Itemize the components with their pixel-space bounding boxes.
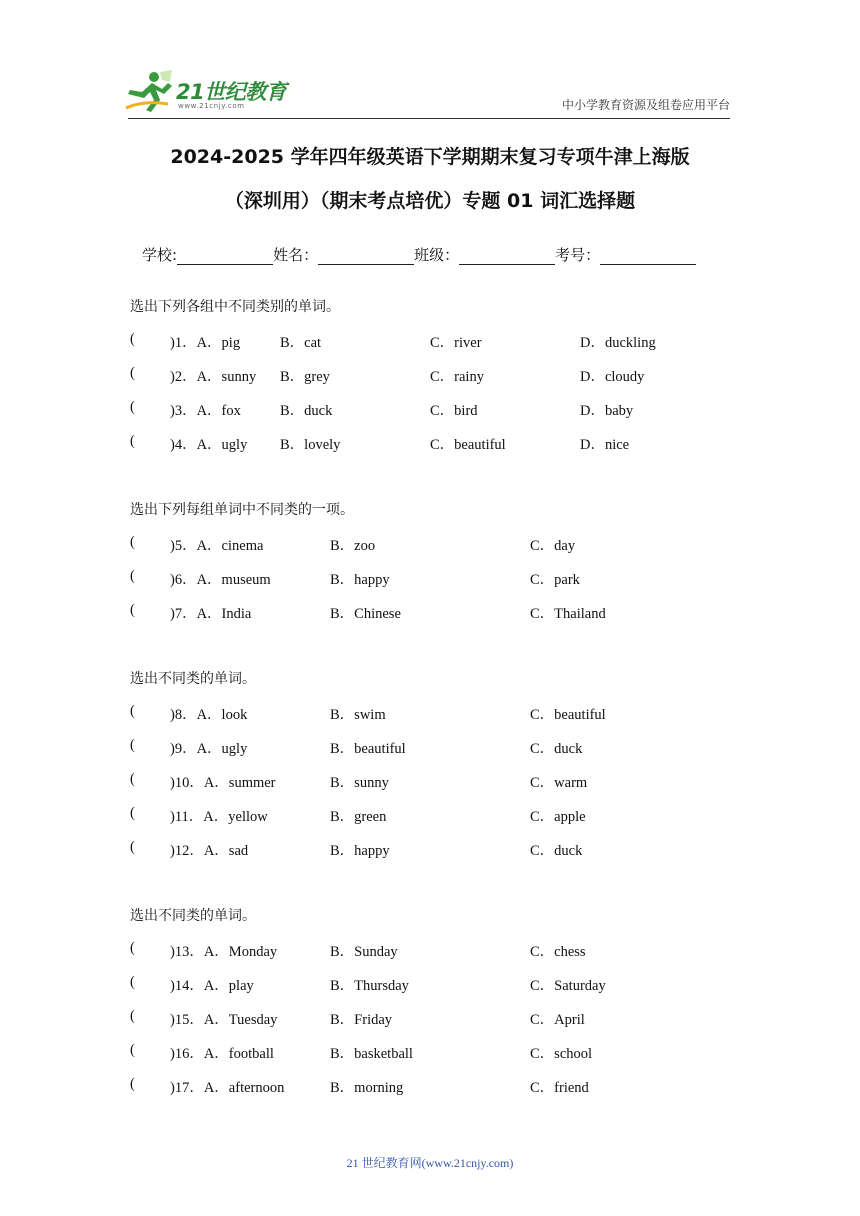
question-row	[130, 703, 730, 723]
question-row	[130, 771, 730, 791]
answer-paren[interactable]: (	[130, 1042, 135, 1058]
section-4-instruction: 选出不同类的单词。	[130, 908, 256, 924]
school-blank[interactable]	[177, 248, 273, 265]
option-d: D．baby	[580, 403, 634, 419]
answer-paren[interactable]: (	[130, 771, 135, 787]
option-c: C．Saturday	[530, 978, 606, 994]
question-number-option-a: )12．A．sad	[170, 843, 249, 859]
option-c: C．river	[430, 335, 482, 351]
question-row	[130, 805, 730, 825]
question-row	[130, 602, 730, 622]
option-b: B．happy	[330, 572, 390, 588]
question-row	[130, 534, 730, 554]
option-c: C．Thailand	[530, 606, 606, 622]
section-3-instruction: 选出不同类的单词。	[130, 671, 256, 687]
answer-paren[interactable]: (	[130, 805, 135, 821]
question-number-option-a: )11．A．yellow	[170, 809, 268, 825]
answer-paren[interactable]: (	[130, 940, 135, 956]
question-row	[130, 1076, 730, 1096]
question-number-option-a: )13．A．Monday	[170, 944, 278, 960]
page-title-line2: （深圳用）（期末考点培优）专题 01 词汇选择题	[224, 190, 636, 212]
option-c: C．apple	[530, 809, 586, 825]
option-b: B．swim	[330, 707, 386, 723]
site-logo[interactable]	[124, 68, 294, 116]
option-b: B．green	[330, 809, 387, 825]
option-b: B．duck	[280, 403, 333, 419]
answer-paren[interactable]: (	[130, 602, 135, 618]
section-1-instruction: 选出下列各组中不同类别的单词。	[130, 299, 340, 315]
option-b: B．grey	[280, 369, 330, 385]
question-number-option-a: )2．A．sunny	[170, 369, 257, 385]
option-c: C．beautiful	[530, 707, 606, 723]
question-row	[130, 568, 730, 588]
answer-paren[interactable]: (	[130, 331, 135, 347]
answer-paren[interactable]: (	[130, 365, 135, 381]
question-number-option-a: )1．A．pig	[170, 335, 241, 351]
question-number-option-a: )6．A．museum	[170, 572, 271, 588]
option-b: B．Chinese	[330, 606, 401, 622]
option-c: C．friend	[530, 1080, 589, 1096]
question-number-option-a: )9．A．ugly	[170, 741, 248, 757]
question-number-option-a: )15．A．Tuesday	[170, 1012, 278, 1028]
option-c: C．chess	[530, 944, 586, 960]
question-row	[130, 940, 730, 960]
exam-number-blank[interactable]	[600, 248, 696, 265]
question-number-option-a: )3．A．fox	[170, 403, 241, 419]
option-d: D．duckling	[580, 335, 656, 351]
logo-url: www.21cnjy.com	[178, 102, 245, 110]
name-label: 姓名：	[273, 246, 319, 264]
option-b: B．cat	[280, 335, 322, 351]
option-b: B．sunny	[330, 775, 389, 791]
footer-link[interactable]: 21 世纪教育网(www.21cnjy.com)	[346, 1156, 514, 1170]
runner-logo-icon	[124, 68, 176, 114]
question-row	[130, 1008, 730, 1028]
question-row	[130, 365, 730, 385]
option-c: C．beautiful	[430, 437, 506, 453]
question-row	[130, 399, 730, 419]
school-label: 学校:	[142, 246, 178, 264]
question-number-option-a: )16．A．football	[170, 1046, 274, 1062]
option-c: C．duck	[530, 741, 583, 757]
option-c: C．bird	[430, 403, 478, 419]
option-b: B．Thursday	[330, 978, 409, 994]
option-c: C．April	[530, 1012, 585, 1028]
option-b: B．Friday	[330, 1012, 393, 1028]
option-b: B．Sunday	[330, 944, 398, 960]
question-number-option-a: )5．A．cinema	[170, 538, 264, 554]
class-blank[interactable]	[459, 248, 555, 265]
class-label: 班级：	[414, 246, 460, 264]
option-b: B．basketball	[330, 1046, 413, 1062]
question-number-option-a: )4．A．ugly	[170, 437, 248, 453]
logo-text: 21世纪教育	[176, 80, 287, 104]
option-c: C．duck	[530, 843, 583, 859]
option-b: B．lovely	[280, 437, 341, 453]
option-c: C．day	[530, 538, 576, 554]
option-c: C．park	[530, 572, 580, 588]
question-row	[130, 1042, 730, 1062]
answer-paren[interactable]: (	[130, 1076, 135, 1092]
option-d: D．nice	[580, 437, 630, 453]
answer-paren[interactable]: (	[130, 1008, 135, 1024]
answer-paren[interactable]: (	[130, 839, 135, 855]
option-b: B．zoo	[330, 538, 376, 554]
header-divider	[128, 118, 730, 119]
question-number-option-a: )10．A．summer	[170, 775, 276, 791]
option-c: C．school	[530, 1046, 593, 1062]
question-row	[130, 433, 730, 453]
student-info-line	[142, 244, 696, 265]
platform-name: 中小学教育资源及组卷应用平台	[561, 98, 730, 112]
question-row	[130, 839, 730, 859]
page-title-line1: 2024-2025 学年四年级英语下学期期末复习专项牛津上海版	[170, 146, 690, 168]
question-number-option-a: )14．A．play	[170, 978, 254, 994]
answer-paren[interactable]: (	[130, 974, 135, 990]
answer-paren[interactable]: (	[130, 568, 135, 584]
option-c: C．warm	[530, 775, 588, 791]
question-number-option-a: )7．A．India	[170, 606, 252, 622]
name-blank[interactable]	[318, 248, 414, 265]
answer-paren[interactable]: (	[130, 534, 135, 550]
option-b: B．morning	[330, 1080, 404, 1096]
question-row	[130, 331, 730, 351]
question-row	[130, 974, 730, 994]
answer-paren[interactable]: (	[130, 737, 135, 753]
question-number-option-a: )17．A．afternoon	[170, 1080, 285, 1096]
option-c: C．rainy	[430, 369, 484, 385]
option-b: B．happy	[330, 843, 390, 859]
question-number-option-a: )8．A．look	[170, 707, 248, 723]
answer-paren[interactable]: (	[130, 703, 135, 719]
section-2-instruction: 选出下列每组单词中不同类的一项。	[130, 502, 354, 518]
question-row	[130, 737, 730, 757]
answer-paren[interactable]: (	[130, 433, 135, 449]
answer-paren[interactable]: (	[130, 399, 135, 415]
option-d: D．cloudy	[580, 369, 645, 385]
exam-number-label: 考号：	[555, 246, 601, 264]
option-b: B．beautiful	[330, 741, 406, 757]
